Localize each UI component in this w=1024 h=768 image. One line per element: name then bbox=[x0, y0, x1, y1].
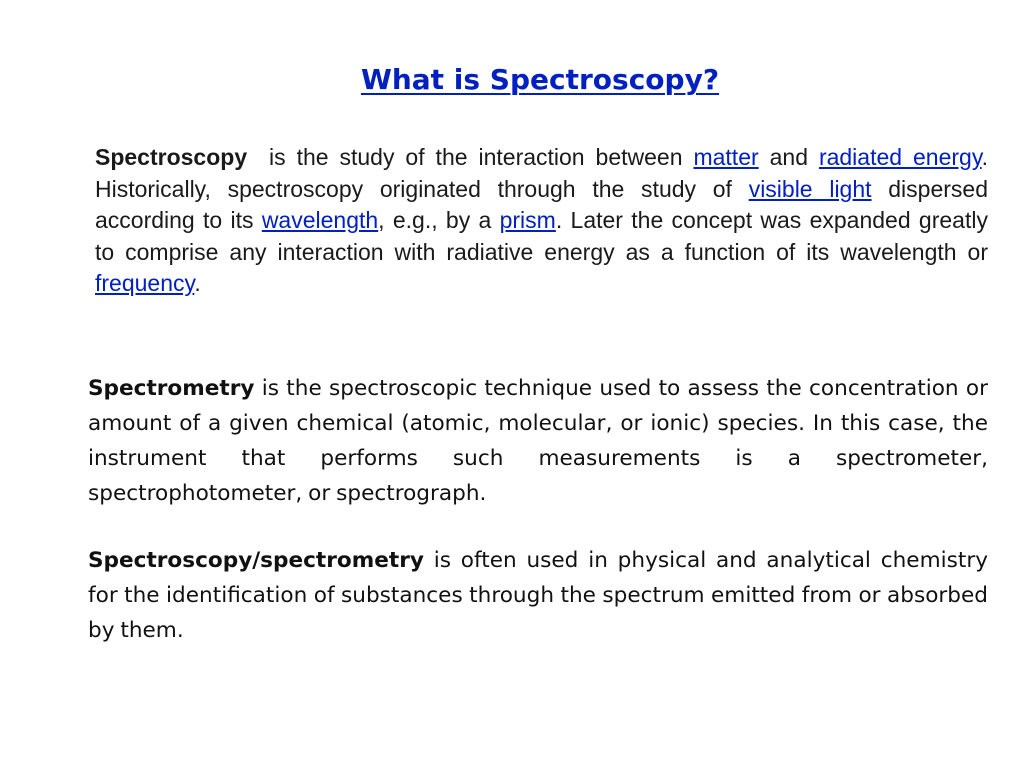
link-prism[interactable]: prism bbox=[499, 207, 556, 233]
text-segment: and bbox=[758, 144, 819, 170]
text-segment: dispersed according to its bbox=[95, 175, 988, 233]
link-radiated-energy[interactable]: radiated energy bbox=[818, 144, 982, 170]
text-segment: . bbox=[194, 270, 201, 296]
term-spectroscopy: Spectroscopy bbox=[95, 144, 248, 170]
link-frequency[interactable]: frequency bbox=[95, 270, 195, 296]
text-segment: is the study of the interaction between bbox=[247, 144, 694, 170]
paragraph-spectroscopy-spectrometry bbox=[88, 543, 988, 648]
paragraph-spectrometry bbox=[88, 371, 988, 511]
term-spectrometry: Spectrometry bbox=[88, 376, 255, 401]
text-segment: . Later the concept was expanded greatly to comprise any interaction with radiative energy as a function of its wavelength or bbox=[95, 207, 988, 265]
link-visible-light[interactable]: visible light bbox=[748, 175, 872, 202]
text-segment: is the spectroscopic technique used to assess the concentration or amount of a given chemical (atomic, molecular, or ionic) species. In this case, the instrument that performs such measurements is a spectrometer, spectrophotometer, or spectrograph. bbox=[88, 376, 988, 506]
text-segment: . Historically, spectroscopy originated through the study of bbox=[95, 144, 989, 202]
link-matter[interactable]: matter bbox=[693, 144, 759, 170]
slide-title: What is Spectroscopy? bbox=[360, 63, 720, 96]
term-spectroscopy-spectrometry: Spectroscopy/spectrometry bbox=[88, 548, 424, 573]
paragraph-spectroscopy-definition bbox=[95, 142, 988, 300]
link-wavelength[interactable]: wavelength bbox=[261, 207, 379, 233]
text-segment: is often used in physical and analytical chemistry for the identification of substances through the spectrum emitted from or absorbed by them. bbox=[88, 548, 988, 643]
text-segment: , e.g., by a bbox=[378, 207, 500, 233]
